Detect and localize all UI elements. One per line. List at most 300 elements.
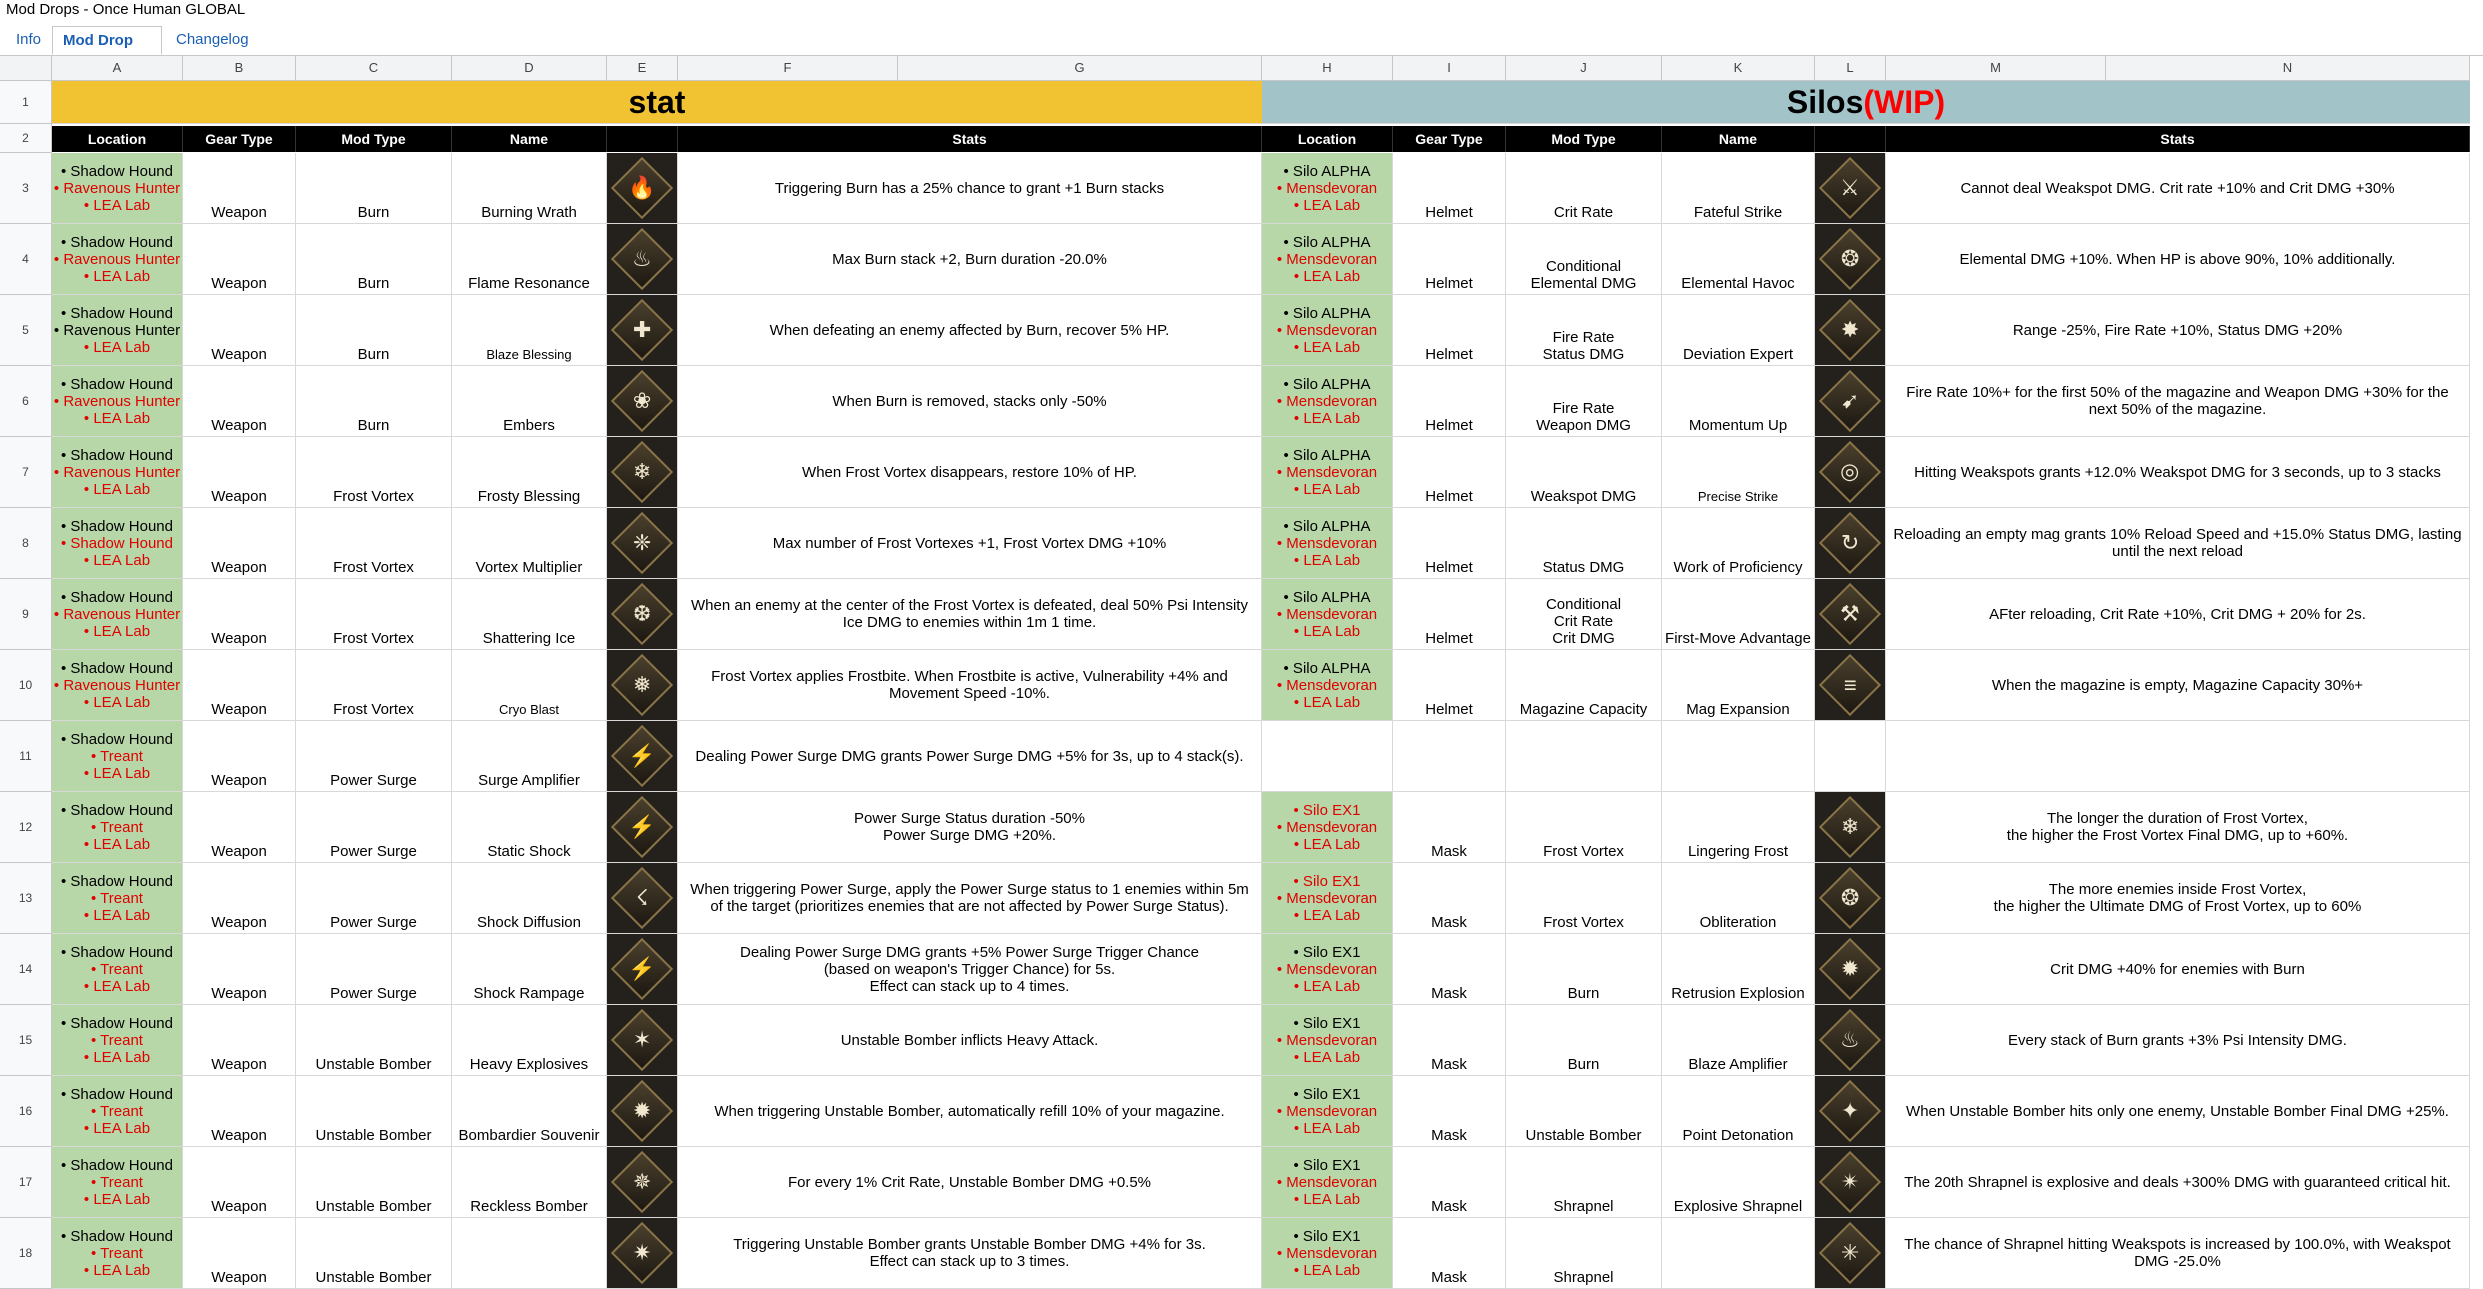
left-header-stats: Stats <box>678 126 1262 152</box>
right-gear-type-cell[interactable]: Helmet <box>1393 579 1506 650</box>
left-location-cell[interactable] <box>52 295 183 366</box>
location-line: • Shadow Hound <box>61 588 173 606</box>
left-mod-name-cell[interactable]: Static Shock <box>452 792 607 863</box>
left-icon-cell[interactable] <box>607 1218 678 1289</box>
location-line: • LEA Lab <box>1293 1190 1361 1208</box>
right-mod-type-cell[interactable]: Conditional Elemental DMG <box>1506 224 1662 295</box>
right-stats-cell[interactable]: The longer the duration of Frost Vortex, the higher the Frost Vortex Final DMG, up to +60%. <box>1886 792 2470 863</box>
select-all-corner[interactable] <box>0 56 52 81</box>
right-mod-type-cell[interactable]: Frost Vortex <box>1506 863 1662 934</box>
location-line: • LEA Lab <box>83 480 151 498</box>
location-line: • Silo EX1 <box>1293 1156 1361 1174</box>
row-header-10[interactable]: 10 <box>0 650 52 721</box>
left-mod-name-cell[interactable]: Cryo Blast <box>452 650 607 721</box>
reckless-icon <box>611 1151 673 1213</box>
bomber-buff-icon-glyph: ✷ <box>632 1240 652 1265</box>
right-mod-name-cell[interactable]: Retrusion Explosion <box>1662 934 1815 1005</box>
row-header-6[interactable]: 6 <box>0 366 52 437</box>
right-gear-type-cell[interactable]: Helmet <box>1393 224 1506 295</box>
right-icon-cell[interactable] <box>1815 295 1886 366</box>
right-mod-name-cell[interactable]: Fateful Strike <box>1662 153 1815 224</box>
right-mod-type-cell[interactable]: Frost Vortex <box>1506 792 1662 863</box>
right-gear-type-cell[interactable]: Mask <box>1393 1005 1506 1076</box>
row-header-1[interactable]: 1 <box>0 81 52 124</box>
column-header-i[interactable]: I <box>1393 56 1506 81</box>
right-stats-cell[interactable]: When Unstable Bomber hits only one enemy, Unstable Bomber Final DMG +25%. <box>1886 1076 2470 1147</box>
right-icon-cell[interactable] <box>1815 579 1886 650</box>
right-empty-cell[interactable] <box>1662 721 1815 792</box>
left-mod-name-cell[interactable]: Blaze Blessing <box>452 295 607 366</box>
target-icon <box>1819 441 1881 503</box>
left-gear-type-cell[interactable]: Weapon <box>183 650 296 721</box>
right-stats-cell[interactable]: Reloading an empty mag grants 10% Reload Speed and +15.0% Status DMG, lasting until the next reload <box>1886 508 2470 579</box>
left-location-cell[interactable] <box>52 934 183 1005</box>
left-gear-type-cell[interactable]: Weapon <box>183 1218 296 1289</box>
left-mod-name-cell[interactable]: Frosty Blessing <box>452 437 607 508</box>
left-stats-cell[interactable]: Max Burn stack +2, Burn duration -20.0% <box>678 224 1262 295</box>
right-icon-cell[interactable] <box>1815 792 1886 863</box>
right-mod-type-cell[interactable]: Unstable Bomber <box>1506 1076 1662 1147</box>
right-icon-cell[interactable] <box>1815 366 1886 437</box>
left-location-cell[interactable] <box>52 224 183 295</box>
left-icon-cell[interactable] <box>607 153 678 224</box>
left-gear-type-cell[interactable]: Weapon <box>183 579 296 650</box>
right-mod-type-cell[interactable]: Crit Rate <box>1506 153 1662 224</box>
right-location-cell[interactable] <box>1262 1218 1393 1289</box>
column-header-c[interactable]: C <box>296 56 452 81</box>
left-stats-cell[interactable]: When an enemy at the center of the Frost Vortex is defeated, deal 50% Psi Intensity Ice DMG to enemies within 1m 1 time. <box>678 579 1262 650</box>
location-line: • LEA Lab <box>1293 693 1361 711</box>
left-mod-name-cell[interactable]: Heavy Explosives <box>452 1005 607 1076</box>
right-stats-cell[interactable]: Hitting Weakspots grants +12.0% Weakspot DMG for 3 seconds, up to 3 stacks <box>1886 437 2470 508</box>
location-line: • Treant <box>91 1244 143 1262</box>
left-stats-cell[interactable]: Max number of Frost Vortexes +1, Frost Vortex DMG +10% <box>678 508 1262 579</box>
left-stats-cell[interactable]: When defeating an enemy affected by Burn, recover 5% HP. <box>678 295 1262 366</box>
row-header-4[interactable]: 4 <box>0 224 52 295</box>
right-stats-cell[interactable]: When the magazine is empty, Magazine Capacity 30%+ <box>1886 650 2470 721</box>
row-header-12[interactable]: 12 <box>0 792 52 863</box>
left-mod-name-cell[interactable] <box>452 1218 607 1289</box>
left-mod-type-cell[interactable]: Unstable Bomber <box>296 1005 452 1076</box>
banner-silos-wip: (WIP) <box>1863 84 1946 120</box>
left-mod-type-cell[interactable]: Burn <box>296 153 452 224</box>
right-gear-type-cell[interactable]: Mask <box>1393 863 1506 934</box>
left-stats-cell[interactable]: When triggering Power Surge, apply the Power Surge status to 1 enemies within 5m of the target (prioritizes enemies that are not affected by Power Surge Status). <box>678 863 1262 934</box>
location-line: • Silo ALPHA <box>1283 233 1371 251</box>
shatter-icon-glyph: ❆ <box>632 601 652 626</box>
right-location-cell[interactable] <box>1262 366 1393 437</box>
left-header-mod-type: Mod Type <box>296 126 452 152</box>
location-line: • Shadow Hound <box>61 872 173 890</box>
left-icon-cell[interactable] <box>607 508 678 579</box>
left-icon-cell[interactable] <box>607 295 678 366</box>
right-location-cell[interactable] <box>1262 863 1393 934</box>
left-icon-cell[interactable] <box>607 437 678 508</box>
row-header-11[interactable]: 11 <box>0 721 52 792</box>
left-location-cell[interactable] <box>52 1076 183 1147</box>
location-line: • Ravenous Hunter <box>53 321 181 339</box>
left-header-name: Name <box>452 126 607 152</box>
right-location-cell[interactable] <box>1262 437 1393 508</box>
left-location-cell[interactable] <box>52 863 183 934</box>
left-mod-type-cell[interactable]: Power Surge <box>296 934 452 1005</box>
static-icon <box>611 796 673 858</box>
right-mod-type-cell[interactable]: Status DMG <box>1506 508 1662 579</box>
left-location-cell[interactable] <box>52 792 183 863</box>
left-mod-type-cell[interactable]: Burn <box>296 366 452 437</box>
right-stats-cell[interactable]: Crit DMG +40% for enemies with Burn <box>1886 934 2470 1005</box>
left-location-cell[interactable] <box>52 1218 183 1289</box>
location-line: • Treant <box>91 1102 143 1120</box>
right-icon-cell[interactable] <box>1815 153 1886 224</box>
right-mod-type-cell[interactable]: Fire Rate Weapon DMG <box>1506 366 1662 437</box>
tab-mod-drop-list[interactable]: Mod Drop <box>52 26 162 55</box>
right-icon-cell[interactable] <box>1815 437 1886 508</box>
right-mod-type-cell[interactable]: Fire Rate Status DMG <box>1506 295 1662 366</box>
right-icon-cell[interactable] <box>1815 1147 1886 1218</box>
left-stats-cell[interactable]: When triggering Unstable Bomber, automatically refill 10% of your magazine. <box>678 1076 1262 1147</box>
row-header-5[interactable]: 5 <box>0 295 52 366</box>
static-icon-glyph: ⚡ <box>628 814 656 839</box>
left-mod-type-cell[interactable]: Unstable Bomber <box>296 1076 452 1147</box>
deviation-icon-glyph: ✸ <box>1840 317 1860 342</box>
left-location-cell[interactable] <box>52 508 183 579</box>
location-line: • LEA Lab <box>83 622 151 640</box>
left-icon-cell[interactable] <box>607 721 678 792</box>
left-mod-name-cell[interactable]: Vortex Multiplier <box>452 508 607 579</box>
location-line: • LEA Lab <box>1293 906 1361 924</box>
tab-changelog[interactable]: Changelog <box>176 31 249 48</box>
right-gear-type-cell[interactable]: Helmet <box>1393 508 1506 579</box>
vortex-icon-glyph: ❈ <box>632 530 652 555</box>
right-empty-cell[interactable] <box>1815 721 1886 792</box>
left-icon-cell[interactable] <box>607 579 678 650</box>
location-line: • LEA Lab <box>83 1261 151 1279</box>
right-mod-type-cell[interactable]: Burn <box>1506 934 1662 1005</box>
left-location-cell[interactable] <box>52 579 183 650</box>
row-header-17[interactable]: 17 <box>0 1147 52 1218</box>
left-gear-type-cell[interactable]: Weapon <box>183 153 296 224</box>
sheet-tabs <box>0 24 2483 56</box>
right-mod-name-cell[interactable]: Lingering Frost <box>1662 792 1815 863</box>
row-header-16[interactable]: 16 <box>0 1076 52 1147</box>
location-line: • Shadow Hound <box>61 1085 173 1103</box>
right-gear-type-cell[interactable]: Mask <box>1393 934 1506 1005</box>
left-gear-type-cell[interactable]: Weapon <box>183 366 296 437</box>
location-line: • Mensdevoran <box>1276 889 1378 907</box>
column-header-a[interactable]: A <box>52 56 183 81</box>
left-mod-type-cell[interactable]: Frost Vortex <box>296 650 452 721</box>
row-header-7[interactable]: 7 <box>0 437 52 508</box>
right-empty-cell[interactable] <box>1393 721 1506 792</box>
column-header-h[interactable]: H <box>1262 56 1393 81</box>
left-mod-name-cell[interactable]: Bombardier Souvenir <box>452 1076 607 1147</box>
right-gear-type-cell[interactable]: Helmet <box>1393 153 1506 224</box>
column-header-l[interactable]: L <box>1815 56 1886 81</box>
location-line: • Mensdevoran <box>1276 321 1378 339</box>
column-header-d[interactable]: D <box>452 56 607 81</box>
right-stats-cell[interactable]: Cannot deal Weakspot DMG. Crit rate +10% and Crit DMG +30% <box>1886 153 2470 224</box>
right-location-cell[interactable] <box>1262 295 1393 366</box>
row-header-13[interactable]: 13 <box>0 863 52 934</box>
left-icon-cell[interactable] <box>607 934 678 1005</box>
location-line: • Ravenous Hunter <box>53 250 181 268</box>
right-mod-name-cell[interactable]: Point Detonation <box>1662 1076 1815 1147</box>
right-location-cell[interactable] <box>1262 650 1393 721</box>
left-icon-cell[interactable] <box>607 792 678 863</box>
right-icon-cell[interactable] <box>1815 224 1886 295</box>
deviation-icon <box>1819 299 1881 361</box>
elemental-icon <box>1819 228 1881 290</box>
location-line: • LEA Lab <box>1293 551 1361 569</box>
left-icon-cell[interactable] <box>607 366 678 437</box>
right-location-cell[interactable] <box>1262 792 1393 863</box>
row-header-14[interactable]: 14 <box>0 934 52 1005</box>
location-line: • LEA Lab <box>1293 835 1361 853</box>
lingering-frost-icon-glyph: ❄ <box>1840 814 1860 839</box>
right-gear-type-cell[interactable]: Mask <box>1393 1147 1506 1218</box>
left-mod-type-cell[interactable]: Power Surge <box>296 721 452 792</box>
left-mod-type-cell[interactable]: Power Surge <box>296 863 452 934</box>
left-mod-name-cell[interactable]: Shattering Ice <box>452 579 607 650</box>
right-gear-type-cell[interactable]: Helmet <box>1393 295 1506 366</box>
left-header-icon <box>607 126 678 152</box>
right-icon-cell[interactable] <box>1815 1218 1886 1289</box>
right-mod-type-cell[interactable]: Weakspot DMG <box>1506 437 1662 508</box>
right-stats-cell[interactable]: AFter reloading, Crit Rate +10%, Crit DMG + 20% for 2s. <box>1886 579 2470 650</box>
right-stats-cell[interactable]: Fire Rate 10%+ for the first 50% of the magazine and Weapon DMG +30% for the next 50% of the magazine. <box>1886 366 2470 437</box>
right-icon-cell[interactable] <box>1815 1005 1886 1076</box>
right-stats-cell[interactable]: Every stack of Burn grants +3% Psi Intensity DMG. <box>1886 1005 2470 1076</box>
left-gear-type-cell[interactable]: Weapon <box>183 934 296 1005</box>
left-gear-type-cell[interactable]: Weapon <box>183 1005 296 1076</box>
column-header-k[interactable]: K <box>1662 56 1815 81</box>
left-mod-name-cell[interactable]: Burning Wrath <box>452 153 607 224</box>
right-mod-name-cell[interactable]: Obliteration <box>1662 863 1815 934</box>
right-icon-cell[interactable] <box>1815 650 1886 721</box>
right-icon-cell[interactable] <box>1815 508 1886 579</box>
right-gear-type-cell[interactable]: Mask <box>1393 1218 1506 1289</box>
right-location-cell[interactable] <box>1262 508 1393 579</box>
left-stats-cell[interactable]: For every 1% Crit Rate, Unstable Bomber DMG +0.5% <box>678 1147 1262 1218</box>
right-location-cell[interactable] <box>1262 579 1393 650</box>
location-line: • Mensdevoran <box>1276 392 1378 410</box>
location-line: • Silo EX1 <box>1293 1227 1361 1245</box>
right-mod-type-cell[interactable]: Magazine Capacity <box>1506 650 1662 721</box>
right-empty-cell[interactable] <box>1262 721 1393 792</box>
column-header-n[interactable]: N <box>2106 56 2470 81</box>
left-mod-name-cell[interactable]: Surge Amplifier <box>452 721 607 792</box>
blaze-amp-icon-glyph: ♨ <box>1840 1026 1860 1052</box>
row-header-15[interactable]: 15 <box>0 1005 52 1076</box>
left-stats-cell[interactable]: Dealing Power Surge DMG grants +5% Power Surge Trigger Chance (based on weapon's Trigger Chance) for 5s. Effect can stack up to 4 times. <box>678 934 1262 1005</box>
right-empty-cell[interactable] <box>1506 721 1662 792</box>
left-icon-cell[interactable] <box>607 224 678 295</box>
left-icon-cell[interactable] <box>607 1076 678 1147</box>
right-location-cell[interactable] <box>1262 934 1393 1005</box>
right-location-cell[interactable] <box>1262 1005 1393 1076</box>
right-gear-type-cell[interactable]: Helmet <box>1393 650 1506 721</box>
right-mod-name-cell[interactable]: Elemental Havoc <box>1662 224 1815 295</box>
left-icon-cell[interactable] <box>607 1147 678 1218</box>
left-stats-cell[interactable]: Frost Vortex applies Frostbite. When Frostbite is active, Vulnerability +4% and Movement Speed -10%. <box>678 650 1262 721</box>
row-header-8[interactable]: 8 <box>0 508 52 579</box>
right-gear-type-cell[interactable]: Mask <box>1393 1076 1506 1147</box>
left-mod-type-cell[interactable]: Burn <box>296 224 452 295</box>
right-stats-cell[interactable]: Elemental DMG +10%. When HP is above 90%, 10% additionally. <box>1886 224 2470 295</box>
tab-info[interactable]: Info <box>16 31 42 48</box>
left-mod-name-cell[interactable]: Shock Diffusion <box>452 863 607 934</box>
left-mod-name-cell[interactable]: Embers <box>452 366 607 437</box>
location-line: • Shadow Hound <box>61 446 173 464</box>
right-gear-type-cell[interactable]: Helmet <box>1393 437 1506 508</box>
left-mod-type-cell[interactable]: Unstable Bomber <box>296 1147 452 1218</box>
location-line: • Silo EX1 <box>1293 801 1361 819</box>
strike-icon-glyph: ⚔ <box>1840 174 1860 200</box>
right-mod-name-cell[interactable]: Blaze Amplifier <box>1662 1005 1815 1076</box>
right-location-cell[interactable] <box>1262 153 1393 224</box>
left-stats-cell[interactable]: Triggering Unstable Bomber grants Unstable Bomber DMG +4% for 3s. Effect can stack up to 3 times. <box>678 1218 1262 1289</box>
right-mod-name-cell[interactable]: Work of Proficiency <box>1662 508 1815 579</box>
location-line: • LEA Lab <box>1293 622 1361 640</box>
left-location-cell[interactable] <box>52 1147 183 1218</box>
left-gear-type-cell[interactable]: Weapon <box>183 1076 296 1147</box>
location-line: • Silo ALPHA <box>1283 375 1371 393</box>
right-mod-name-cell[interactable] <box>1662 1218 1815 1289</box>
right-stats-cell[interactable]: The chance of Shrapnel hitting Weakspots is increased by 100.0%, with Weakspot DMG -25.0% <box>1886 1218 2470 1289</box>
column-header-f[interactable]: F <box>678 56 898 81</box>
bomber-icon <box>611 1009 673 1071</box>
right-stats-cell[interactable]: Range -25%, Fire Rate +10%, Status DMG +20% <box>1886 295 2470 366</box>
location-line: • LEA Lab <box>1293 409 1361 427</box>
left-location-cell[interactable] <box>52 437 183 508</box>
left-stats-cell[interactable]: Unstable Bomber inflicts Heavy Attack. <box>678 1005 1262 1076</box>
right-stats-cell[interactable]: The 20th Shrapnel is explosive and deals +300% DMG with guaranteed critical hit. <box>1886 1147 2470 1218</box>
cryo-icon-glyph: ❅ <box>632 672 652 697</box>
left-icon-cell[interactable] <box>607 650 678 721</box>
left-gear-type-cell[interactable]: Weapon <box>183 437 296 508</box>
location-line: • LEA Lab <box>1293 1119 1361 1137</box>
column-header-e[interactable]: E <box>607 56 678 81</box>
row-header-2[interactable]: 2 <box>0 124 52 153</box>
column-header-b[interactable]: B <box>183 56 296 81</box>
shatter-icon <box>611 583 673 645</box>
location-line: • Mensdevoran <box>1276 250 1378 268</box>
detonation-icon-glyph: ✦ <box>1840 1098 1860 1123</box>
left-mod-type-cell[interactable]: Burn <box>296 295 452 366</box>
right-mod-name-cell[interactable]: Explosive Shrapnel <box>1662 1147 1815 1218</box>
left-icon-cell[interactable] <box>607 863 678 934</box>
left-mod-name-cell[interactable]: Reckless Bomber <box>452 1147 607 1218</box>
left-icon-cell[interactable] <box>607 1005 678 1076</box>
right-mod-type-cell[interactable]: Shrapnel <box>1506 1147 1662 1218</box>
obliteration-icon <box>1819 867 1881 929</box>
right-location-cell[interactable] <box>1262 1147 1393 1218</box>
frost-icon-glyph: ❄ <box>632 459 652 484</box>
left-gear-type-cell[interactable]: Weapon <box>183 721 296 792</box>
right-empty-cell[interactable] <box>1886 721 2470 792</box>
location-line: • Silo ALPHA <box>1283 446 1371 464</box>
right-gear-type-cell[interactable]: Mask <box>1393 792 1506 863</box>
location-line: • LEA Lab <box>83 1048 151 1066</box>
reload-icon-glyph: ↻ <box>1840 530 1860 555</box>
location-line: • Silo EX1 <box>1293 1014 1361 1032</box>
location-line: • LEA Lab <box>83 1119 151 1137</box>
location-line: • Treant <box>91 960 143 978</box>
location-line: • Mensdevoran <box>1276 1244 1378 1262</box>
location-line: • Mensdevoran <box>1276 463 1378 481</box>
left-mod-name-cell[interactable]: Shock Rampage <box>452 934 607 1005</box>
right-location-cell[interactable] <box>1262 1076 1393 1147</box>
target-icon-glyph: ◎ <box>1840 458 1860 484</box>
left-stats-cell[interactable]: When Burn is removed, stacks only -50% <box>678 366 1262 437</box>
left-gear-type-cell[interactable]: Weapon <box>183 1147 296 1218</box>
left-mod-name-cell[interactable]: Flame Resonance <box>452 224 607 295</box>
left-location-cell[interactable] <box>52 1005 183 1076</box>
right-mod-name-cell[interactable]: Precise Strike <box>1662 437 1815 508</box>
right-mod-name-cell[interactable]: Deviation Expert <box>1662 295 1815 366</box>
left-mod-type-cell[interactable]: Frost Vortex <box>296 437 452 508</box>
right-mod-name-cell[interactable]: First-Move Advantage <box>1662 579 1815 650</box>
left-gear-type-cell[interactable]: Weapon <box>183 863 296 934</box>
left-location-cell[interactable] <box>52 721 183 792</box>
right-mod-name-cell[interactable]: Mag Expansion <box>1662 650 1815 721</box>
left-mod-type-cell[interactable]: Frost Vortex <box>296 579 452 650</box>
explosion-icon-glyph: ✹ <box>1840 956 1860 981</box>
location-line: • Treant <box>91 818 143 836</box>
right-gear-type-cell[interactable]: Helmet <box>1393 366 1506 437</box>
location-line: • Silo ALPHA <box>1283 162 1371 180</box>
right-mod-type-cell[interactable]: Burn <box>1506 1005 1662 1076</box>
embers-icon-glyph: ❀ <box>632 388 652 413</box>
row-header-9[interactable]: 9 <box>0 579 52 650</box>
column-header-m[interactable]: M <box>1886 56 2106 81</box>
left-stats-cell[interactable]: Power Surge Status duration -50% Power Surge DMG +20%. <box>678 792 1262 863</box>
column-header-g[interactable]: G <box>898 56 1262 81</box>
left-gear-type-cell[interactable]: Weapon <box>183 295 296 366</box>
left-stats-cell[interactable]: Triggering Burn has a 25% chance to grant +1 Burn stacks <box>678 153 1262 224</box>
left-mod-type-cell[interactable]: Unstable Bomber <box>296 1218 452 1289</box>
row-header-3[interactable]: 3 <box>0 153 52 224</box>
left-gear-type-cell[interactable]: Weapon <box>183 224 296 295</box>
explosion-icon <box>1819 938 1881 1000</box>
right-icon-cell[interactable] <box>1815 863 1886 934</box>
weakspot-shrapnel-icon-glyph: ✳ <box>1840 1240 1860 1265</box>
left-stats-cell[interactable]: Dealing Power Surge DMG grants Power Surge DMG +5% for 3s, up to 4 stack(s). <box>678 721 1262 792</box>
left-location-cell[interactable] <box>52 366 183 437</box>
left-stats-cell[interactable]: When Frost Vortex disappears, restore 10% of HP. <box>678 437 1262 508</box>
right-mod-type-cell[interactable]: Conditional Crit Rate Crit DMG <box>1506 579 1662 650</box>
right-location-cell[interactable] <box>1262 224 1393 295</box>
right-mod-name-cell[interactable]: Momentum Up <box>1662 366 1815 437</box>
right-icon-cell[interactable] <box>1815 934 1886 1005</box>
left-mod-type-cell[interactable]: Power Surge <box>296 792 452 863</box>
left-location-cell[interactable] <box>52 650 183 721</box>
location-line: • Mensdevoran <box>1276 179 1378 197</box>
column-header-j[interactable]: J <box>1506 56 1662 81</box>
right-icon-cell[interactable] <box>1815 1076 1886 1147</box>
left-mod-type-cell[interactable]: Frost Vortex <box>296 508 452 579</box>
row-header-18[interactable]: 18 <box>0 1218 52 1289</box>
right-stats-cell[interactable]: The more enemies inside Frost Vortex, the higher the Ultimate DMG of Frost Vortex, up to 60% <box>1886 863 2470 934</box>
left-gear-type-cell[interactable]: Weapon <box>183 792 296 863</box>
location-line: • Ravenous Hunter <box>53 463 181 481</box>
magazine-icon <box>1819 654 1881 716</box>
left-location-cell[interactable] <box>52 153 183 224</box>
right-mod-type-cell[interactable]: Shrapnel <box>1506 1218 1662 1289</box>
left-gear-type-cell[interactable]: Weapon <box>183 508 296 579</box>
surge-icon <box>611 725 673 787</box>
